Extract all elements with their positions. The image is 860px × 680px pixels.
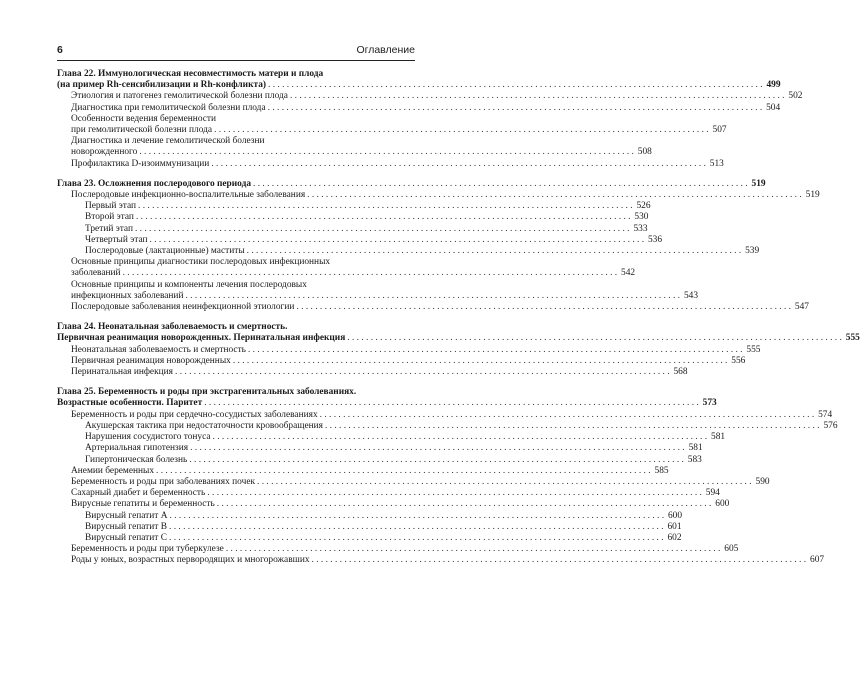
toc-entry-label: Перинатальная инфекция (71, 367, 173, 378)
toc-page-number: 581 (711, 432, 726, 443)
toc-entry-label: Артериальная гипотензия (85, 443, 189, 454)
toc-entry[interactable] (57, 302, 809, 313)
toc-entry-row (85, 454, 702, 466)
toc-page-number: 508 (637, 147, 652, 158)
toc-entry-line: Особенности ведения беременности (71, 113, 217, 124)
toc-page-number: 594 (705, 488, 720, 499)
toc-entry[interactable] (57, 257, 636, 279)
dot-leader (170, 511, 665, 522)
toc-entry-label: Гипертоническая болезнь (85, 454, 188, 465)
dot-leader (226, 544, 721, 555)
toc-entry-label: (на пример Rh-сенсибилизации и Rh-конфликта) (57, 80, 267, 91)
dot-leader (214, 125, 709, 136)
toc-entry-row (71, 125, 727, 136)
dot-leader (307, 190, 802, 201)
dot-leader (312, 555, 807, 566)
toc-entry-label: Послеродовые инфекционно-воспалительные заболевания (71, 190, 306, 201)
toc-page-number: 519 (805, 190, 820, 201)
toc-entry-row (71, 488, 720, 499)
dot-leader (138, 201, 633, 212)
toc-entry-line: Основные принципы диагностики послеродовых инфекционных (71, 257, 331, 268)
toc-entry[interactable] (57, 420, 838, 432)
toc-page-number: 504 (766, 102, 781, 113)
toc-entry-row (85, 510, 683, 522)
toc-chapter (57, 387, 838, 566)
dot-leader (139, 147, 634, 158)
toc-page-number: 547 (794, 302, 809, 313)
toc-entry[interactable] (57, 190, 820, 201)
dot-leader (169, 533, 664, 544)
toc-page-number: 507 (712, 125, 727, 136)
toc-page-number: 499 (766, 80, 781, 91)
page-header (57, 44, 415, 60)
toc-entry[interactable] (57, 201, 651, 212)
toc-entry-label: Неонатальная заболеваемость и смертность (71, 344, 246, 355)
toc-entry[interactable] (57, 532, 682, 544)
toc-entry-row (85, 212, 649, 223)
toc-entry[interactable] (57, 91, 803, 102)
page-number: 6 (57, 44, 63, 56)
toc-entry-label: Первый этап (85, 201, 136, 212)
toc-entry-label: новорожденного (71, 147, 138, 158)
table-of-contents (57, 69, 860, 576)
toc-page-number: 533 (633, 223, 648, 234)
toc-entry[interactable] (57, 212, 649, 223)
running-title: Оглавление (356, 44, 415, 56)
toc-entry[interactable] (57, 355, 746, 367)
toc-page-number: 519 (751, 178, 766, 189)
toc-entry-label: Возрастные особенности. Паритет (57, 398, 203, 409)
toc-entry-row (71, 158, 724, 170)
toc-entry-label: Диагностика при гемолитической болезни плода (71, 102, 266, 113)
toc-entry-label: Профилактика D-изоиммунизации (71, 158, 210, 169)
dot-leader (123, 268, 618, 279)
dot-leader (189, 455, 684, 466)
toc-chapter-title[interactable] (57, 178, 766, 190)
toc-page-number: 539 (745, 246, 760, 257)
toc-chapter-title[interactable] (57, 69, 781, 91)
dot-leader (320, 410, 815, 421)
toc-entry[interactable] (57, 521, 682, 533)
toc-page-number: 585 (654, 465, 669, 476)
dot-leader (213, 432, 708, 443)
toc-page-number: 542 (621, 268, 636, 279)
toc-entry-label: Послеродовые заболевания неинфекционной этиологии (71, 302, 295, 313)
toc-page-number: 583 (687, 454, 702, 465)
toc-entry-row (71, 367, 688, 378)
toc-entry-line: Глава 24. Неонатальная заболеваемость и смертность. (57, 322, 288, 333)
toc-entry-label: инфекционных заболеваний (71, 290, 184, 301)
toc-entry-row (71, 465, 669, 477)
toc-entry[interactable] (57, 454, 702, 466)
toc-page-number: 502 (788, 91, 803, 102)
toc-entry[interactable] (57, 136, 652, 158)
dot-leader (211, 159, 706, 170)
header-rule (57, 60, 415, 61)
toc-page-number: 600 (715, 499, 730, 510)
toc-entry[interactable] (57, 279, 698, 302)
dot-leader (150, 235, 645, 246)
toc-entry[interactable] (57, 555, 825, 566)
toc-entry[interactable] (57, 344, 761, 356)
toc-entry-line: Диагностика и лечение гемолитической болезни (71, 136, 265, 147)
toc-entry-row (71, 476, 770, 488)
dot-leader (135, 224, 630, 235)
dot-leader (217, 499, 712, 510)
toc-page-number: 574 (818, 409, 833, 420)
toc-entry-row (57, 80, 781, 91)
toc-entry-label: Третий этап (85, 223, 133, 234)
toc-entry-row (57, 333, 860, 344)
toc-entry-row (85, 420, 838, 432)
toc-entry-label: Нарушения сосудистого тонуса (85, 432, 211, 443)
toc-entry-label: Акушерская тактика при недостаточности кровообращения (85, 420, 323, 431)
toc-chapter (57, 322, 860, 378)
toc-entry-row (71, 544, 739, 555)
toc-entry-row (71, 190, 820, 201)
toc-entry-line: Глава 22. Иммунологическая несовместимость матери и плода (57, 69, 324, 79)
toc-entry-label: Вирусные гепатиты и беременность (71, 499, 215, 510)
dot-leader (175, 367, 670, 378)
dot-leader (247, 246, 742, 257)
toc-entry-row (85, 532, 682, 544)
toc-page-number: 607 (810, 555, 825, 566)
dot-leader (257, 477, 752, 488)
toc-entry-label: Второй этап (85, 212, 134, 223)
toc-entry-row (71, 555, 825, 566)
dot-leader (136, 212, 631, 223)
dot-leader (248, 345, 743, 356)
toc-entry[interactable] (57, 158, 724, 170)
toc-entry-row (71, 102, 781, 114)
toc-entry-row (85, 223, 648, 235)
toc-entry[interactable] (57, 443, 703, 454)
toc-entry-row (71, 302, 809, 313)
toc-page-number: 568 (673, 367, 688, 378)
toc-entry-line: Основные принципы и компоненты лечения послеродовых (71, 279, 307, 290)
toc-entry-row (57, 178, 766, 190)
toc-entry-row (71, 409, 833, 421)
toc-page-number: 555 (845, 333, 860, 344)
toc-chapter (57, 69, 803, 170)
toc-page-number: 513 (709, 158, 724, 169)
toc-entry-label: Этиология и патогенез гемолитической болезни плода (71, 91, 288, 102)
toc-entry-row (85, 521, 682, 533)
toc-entry[interactable] (57, 476, 770, 488)
toc-page-number: 576 (823, 420, 838, 431)
toc-entry-label: Глава 23. Осложнения послеродового периода (57, 178, 252, 189)
toc-entry[interactable] (57, 102, 781, 114)
toc-entry-row (85, 246, 760, 257)
toc-page-number: 602 (667, 532, 682, 543)
toc-chapter-title[interactable] (57, 387, 717, 409)
toc-entry-label: Беременность и роды при сердечно-сосудистых заболеваниях (71, 409, 318, 420)
dot-leader (290, 91, 785, 102)
toc-entry[interactable] (57, 113, 727, 136)
dot-leader (156, 466, 651, 477)
toc-entry[interactable] (57, 510, 683, 522)
dot-leader (169, 522, 664, 533)
toc-chapter (57, 178, 820, 313)
toc-entry[interactable] (57, 432, 726, 443)
toc-entry-label: Вирусный гепатит A (85, 510, 168, 521)
toc-entry-label: Первичная реанимация новорожденных (71, 355, 231, 366)
toc-entry[interactable] (57, 367, 688, 378)
toc-entry-row (85, 234, 663, 246)
toc-page-number: 536 (647, 234, 663, 245)
toc-entry[interactable] (57, 488, 720, 499)
dot-leader (204, 398, 699, 409)
toc-entry-row (71, 147, 652, 158)
dot-leader (347, 333, 842, 344)
toc-page-number: 573 (702, 398, 717, 409)
toc-entry-row (71, 344, 761, 356)
toc-entry[interactable] (57, 544, 739, 555)
toc-entry-label: Беременность и роды при заболеваниях почек (71, 476, 256, 487)
toc-entry-row (85, 443, 703, 454)
toc-page-number: 605 (724, 544, 739, 555)
toc-entry-label: Первичная реанимация новорожденных. Перинатальная инфекция (57, 333, 346, 344)
toc-entry-label: Беременность и роды при туберкулезе (71, 544, 224, 555)
toc-page-number: 530 (634, 212, 649, 223)
toc-entry-row (71, 290, 698, 302)
toc-entry[interactable] (57, 499, 730, 510)
toc-entry-row (71, 355, 746, 367)
toc-page-number: 556 (731, 355, 746, 366)
toc-entry-line: Глава 25. Беременность и роды при экстрагенитальных заболеваниях. (57, 387, 357, 398)
toc-entry-label: Четвертый этап (85, 234, 148, 245)
dot-leader (296, 302, 791, 313)
toc-entry[interactable] (57, 465, 669, 477)
toc-entry-label: Сахарный диабет и беременность (71, 488, 206, 499)
toc-entry-label: Анемии беременных (71, 465, 155, 476)
toc-page-number: 601 (667, 521, 682, 532)
dot-leader (268, 80, 763, 91)
toc-page-number: 526 (636, 201, 651, 212)
dot-leader (190, 443, 685, 454)
dot-leader (207, 488, 702, 499)
toc-entry-row (85, 432, 726, 443)
toc-entry-label: Послеродовые (лактационные) маститы (85, 246, 245, 257)
toc-entry-row (71, 91, 803, 102)
toc-entry[interactable] (57, 223, 648, 235)
toc-entry[interactable] (57, 234, 663, 246)
toc-entry-row (57, 398, 717, 409)
toc-entry-row (71, 499, 730, 510)
toc-page-number: 543 (683, 290, 698, 301)
toc-page-number: 590 (755, 476, 770, 487)
dot-leader (253, 179, 748, 190)
toc-chapter-title[interactable] (57, 322, 860, 344)
dot-leader (233, 356, 728, 367)
dot-leader (185, 291, 680, 302)
toc-entry-label: заболеваний (71, 268, 121, 279)
toc-entry[interactable] (57, 246, 760, 257)
dot-leader (325, 421, 820, 432)
toc-entry[interactable] (57, 409, 833, 421)
dot-leader (268, 103, 763, 114)
toc-page-number: 555 (746, 344, 761, 355)
toc-entry-label: Вирусный гепатит C (85, 532, 167, 543)
toc-entry-label: при гемолитической болезни плода (71, 125, 213, 136)
toc-page-number: 600 (667, 510, 683, 521)
toc-entry-row (71, 268, 636, 279)
toc-page-number: 581 (688, 443, 703, 454)
toc-entry-label: Роды у юных, возрастных первородящих и многорожавших (71, 555, 310, 566)
toc-entry-label: Вирусный гепатит B (85, 521, 167, 532)
toc-entry-row (85, 201, 651, 212)
